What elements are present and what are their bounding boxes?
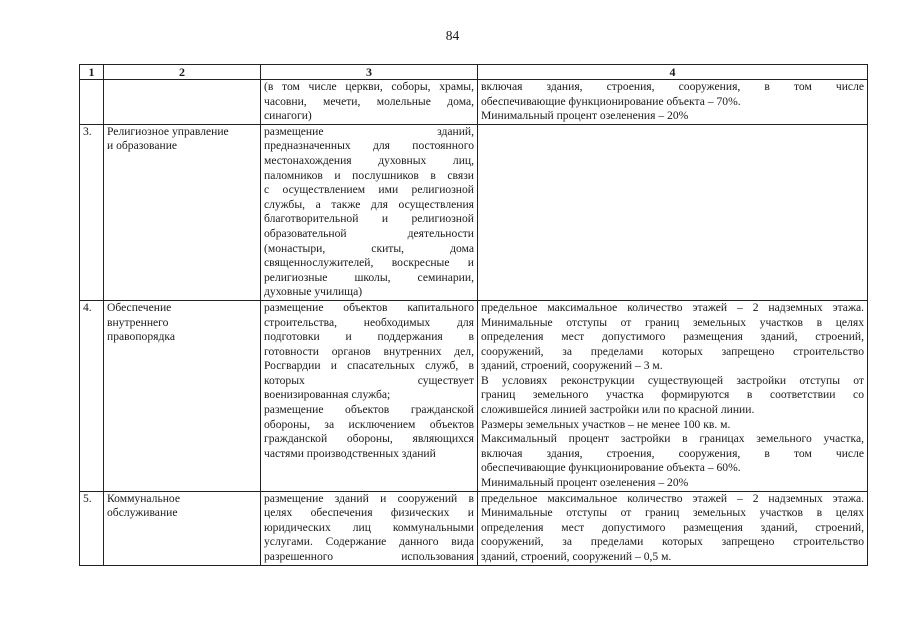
use-description-line: обороны, за исключением объектов <box>264 417 474 431</box>
use-description-line: военизированная служба; <box>264 388 391 402</box>
use-description-line: размещение объектов капитального <box>264 300 474 314</box>
building-parameters-line: обеспечивающие функционирование объекта – 70%. <box>481 94 741 108</box>
table-row <box>80 300 868 491</box>
use-type-name <box>104 300 261 491</box>
use-type-name <box>104 124 261 300</box>
use-description-line: строительства, необходимых для <box>264 315 474 329</box>
building-parameters-line: сооружений, за пределами которых запрещено строительство <box>481 535 864 549</box>
column-header-4: 4 <box>478 65 868 80</box>
building-parameters-line: Размеры земельных участков – не менее 100 кв. м. <box>481 417 731 431</box>
use-type-name-line: обслуживание <box>107 506 178 520</box>
building-parameters <box>478 124 868 300</box>
use-description-line: целях обеспечения физических и <box>264 506 474 520</box>
use-description-line: размещение зданий и сооружений в <box>264 491 474 505</box>
use-description <box>261 491 478 565</box>
use-description-line: (монастыри, скиты, дома <box>264 241 474 255</box>
column-header-1: 1 <box>80 65 104 80</box>
use-description <box>261 124 478 300</box>
building-parameters-line: определения мест допустимого размещения зданий, строений, <box>481 330 864 344</box>
building-parameters-line: предельное максимальное количество этажей – 2 надземных этажа. <box>481 300 864 314</box>
use-description-line: юридических лиц коммунальными <box>264 520 474 534</box>
building-parameters-line: обеспечивающие функционирование объекта – 60%. <box>481 461 741 475</box>
table-row <box>80 491 868 565</box>
use-description <box>261 300 478 491</box>
use-description-line: предназначенных для постоянного <box>264 139 474 153</box>
use-type-name <box>104 491 261 565</box>
use-description-line: часовни, мечети, молельные дома, <box>264 94 474 108</box>
use-description-line: разрешенного использования <box>264 550 474 563</box>
building-parameters-line: Минимальные отступы от границ земельных участков в целях <box>481 506 864 520</box>
use-description-line: паломников и послушников в связи <box>264 168 474 182</box>
building-parameters <box>478 491 868 565</box>
building-parameters-line: Максимальный процент застройки в границах земельного участка, <box>481 432 864 446</box>
use-description-line: местонахождения духовных лиц, <box>264 153 474 167</box>
use-description-line: подготовки и поддержания в <box>264 330 474 344</box>
page-number: 84 <box>445 28 460 43</box>
building-parameters-line: сложившейся линией застройки или по красной линии. <box>481 403 755 417</box>
row-number <box>80 80 104 125</box>
use-description-line: службы, а также для осуществления <box>264 197 474 211</box>
use-type-name-line: внутреннего <box>107 315 169 329</box>
building-parameters-line: Минимальные отступы от границ земельных участков в целях <box>481 315 864 329</box>
use-description-line: духовные училища) <box>264 285 363 299</box>
column-header-2: 2 <box>104 65 261 80</box>
use-description <box>261 80 478 125</box>
regulations-table <box>79 64 868 566</box>
use-type-name-line: Религиозное управление <box>107 124 229 138</box>
use-description-line: Росгвардии и спасательных служб, в <box>264 359 474 373</box>
building-parameters-line: В условиях реконструкции существующей застройки отступы от <box>481 373 864 387</box>
table-body <box>80 80 868 566</box>
use-description-line: с осуществлением ими религиозной <box>264 183 474 197</box>
use-type-name-line: и образование <box>107 139 178 153</box>
table-row <box>80 80 868 125</box>
use-description-line: размещение объектов гражданской <box>264 403 474 417</box>
use-description-line: гражданской обороны, являющихся <box>264 432 474 446</box>
building-parameters-line: предельное максимальное количество этажей – 2 надземных этажа. <box>481 491 864 505</box>
use-description-line: синагоги) <box>264 109 312 123</box>
row-number: 4. <box>80 300 104 491</box>
building-parameters-line: Минимальный процент озеленения – 20% <box>481 476 689 490</box>
building-parameters-line: включая здания, строения, сооружения, в том числе <box>481 80 864 93</box>
use-type-name-line: правопорядка <box>107 330 175 344</box>
table-header-row <box>80 65 868 80</box>
building-parameters-line: зданий, строений, сооружений – 3 м. <box>481 359 663 373</box>
use-description-line: благотворительной и религиозной <box>264 212 474 226</box>
use-type-name-line: Обеспечение <box>107 300 172 314</box>
building-parameters-line: сооружений, за пределами которых запрещено строительство <box>481 344 864 358</box>
use-description-line: религиозные школы, семинарии, <box>264 270 474 284</box>
building-parameters-line: включая здания, строения, сооружения, в том числе <box>481 446 864 460</box>
use-description-line: готовности органов внутренних дел, <box>264 344 474 358</box>
use-description-line: образовательной деятельности <box>264 226 474 240</box>
building-parameters-line: определения мест допустимого размещения зданий, строений, <box>481 520 864 534</box>
row-number: 5. <box>80 491 104 565</box>
use-type-name <box>104 80 261 125</box>
building-parameters <box>478 80 868 125</box>
building-parameters-line: границ земельного участка формируются в соответствии со <box>481 388 864 402</box>
use-description-line: (в том числе церкви, соборы, храмы, <box>264 80 474 93</box>
building-parameters <box>478 300 868 491</box>
use-description-line: услугами. Содержание данного вида <box>264 535 474 549</box>
use-description-line: которых существует <box>264 373 474 387</box>
column-header-3: 3 <box>261 65 478 80</box>
table-row <box>80 124 868 300</box>
use-description-line: частями производственных зданий <box>264 446 436 460</box>
use-description-line: размещение зданий, <box>264 124 474 138</box>
use-type-name-line: Коммунальное <box>107 491 181 505</box>
use-description-line: священнослужителей, воскресные и <box>264 256 474 270</box>
building-parameters-line: зданий, строений, сооружений – 0,5 м. <box>481 550 672 563</box>
row-number: 3. <box>80 124 104 300</box>
building-parameters-line: Минимальный процент озеленения – 20% <box>481 109 689 123</box>
